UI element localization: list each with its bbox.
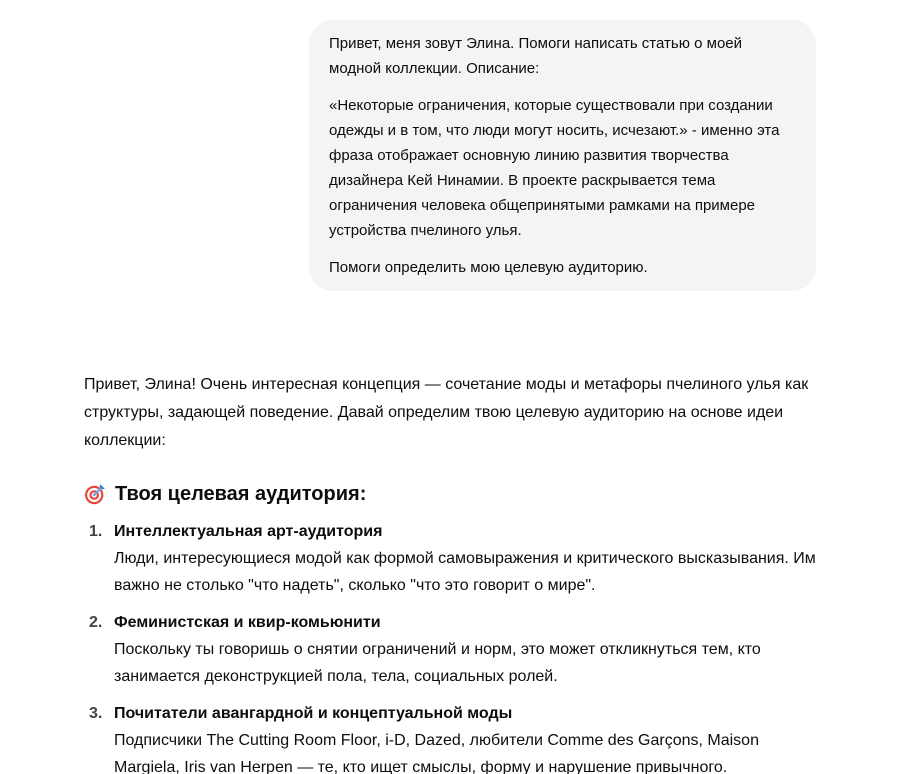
assistant-message (84, 371, 816, 774)
audience-heading-label: Твоя целевая аудитория: (115, 483, 367, 505)
user-message-paragraph: Помоги определить мою целевую аудиторию. (329, 259, 648, 276)
list-item-title: Феминистская и квир-комьюнити (114, 614, 381, 631)
list-item-number: 2. (89, 614, 103, 631)
chat-thread (84, 0, 816, 774)
audience-list (84, 518, 816, 774)
list-item-title: Почитатели авангардной и концептуальной моды (114, 705, 513, 722)
list-item-body (114, 518, 816, 599)
user-message-bubble (309, 20, 816, 291)
list-item (84, 518, 816, 599)
list-item-number: 3. (89, 705, 103, 722)
list-item (84, 700, 816, 774)
audience-heading (84, 480, 816, 508)
list-item-description: Подписчики The Cutting Room Floor, i-D, Dazed, любители Comme des Garçons, Maison Margiela, Iris van Herpen — те, кто ищет смыслы, форму и нарушение привычного. (114, 732, 759, 774)
list-item-number: 1. (89, 523, 103, 540)
list-item-body (114, 609, 816, 690)
user-message-paragraph: Привет, меня зовут Элина. Помоги написать статью о моей модной коллекции. Описание: (329, 35, 743, 77)
user-message-paragraph: «Некоторые ограничения, которые существовали при создании одежды и в том, что люди могут носить, исчезают.» - именно эта фраза отображает основную линию развития творчества дизайнера Кей Нинамии. В проекте раскрывается тема ограничения человека общепринятыми рамками на примере устройства пчелиного улья. (329, 97, 780, 239)
list-item (84, 609, 816, 690)
assistant-intro-paragraph: Привет, Элина! Очень интересная концепция — сочетание моды и метафоры пчелиного улья как структуры, задающей поведение. Давай определим твою целевую аудиторию на основе идеи коллекции: (84, 376, 809, 449)
list-item-body (114, 700, 816, 774)
list-item-description: Поскольку ты говоришь о снятии ограничений и норм, это может откликнуться тем, кто занимается деконструкцией пола, тела, социальных ролей. (114, 641, 761, 685)
dart-target-icon (84, 483, 106, 505)
list-item-description: Люди, интересующиеся модой как формой самовыражения и критического высказывания. Им важно не столько "что надеть", сколько "что это говорит о мире". (114, 550, 816, 594)
user-message-row (84, 20, 816, 291)
list-item-title: Интеллектуальная арт-аудитория (114, 523, 383, 540)
